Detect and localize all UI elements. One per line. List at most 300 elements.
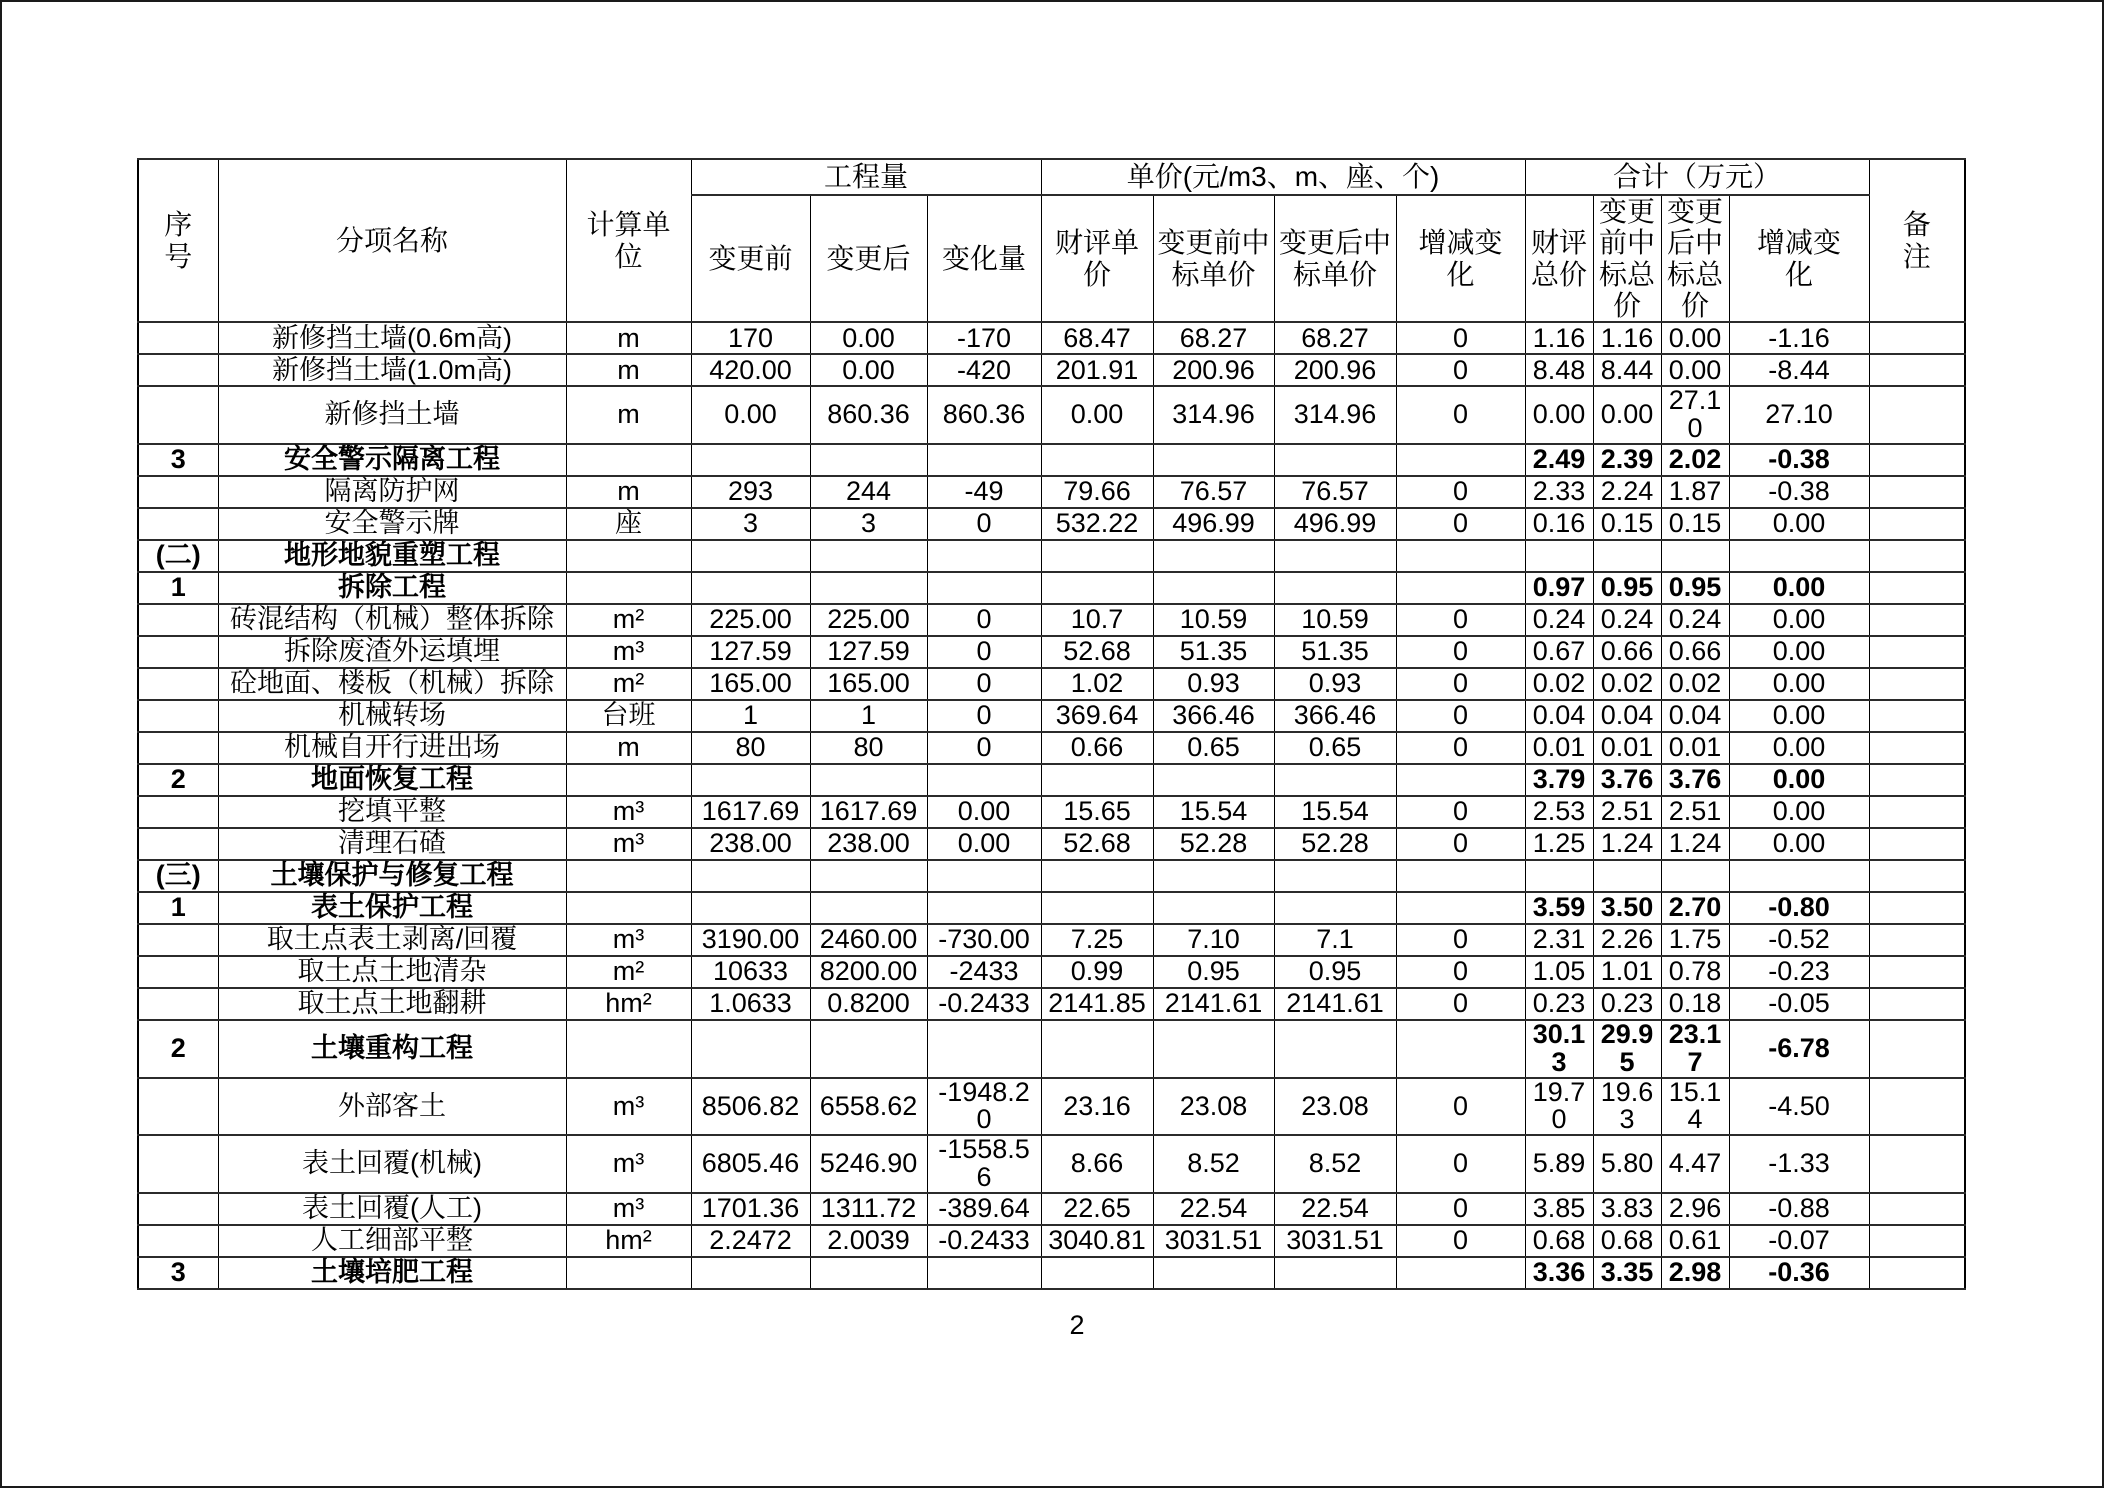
qty-change-cell: 0 [927, 732, 1041, 764]
qty-change-cell: 0 [927, 604, 1041, 636]
price-bid-before-cell: 200.96 [1153, 354, 1274, 386]
qty-before-cell [691, 540, 810, 572]
qty-before-cell: 225.00 [691, 604, 810, 636]
remark-cell [1869, 322, 1965, 354]
remark-cell [1869, 956, 1965, 988]
qty-before-cell [691, 572, 810, 604]
qty-change-cell: 0.00 [927, 828, 1041, 860]
price-change-cell [1396, 1257, 1525, 1289]
price-change-cell: 0 [1396, 1225, 1525, 1257]
unit-cell: m [566, 476, 691, 508]
table-row [138, 700, 1965, 732]
total-review-cell: 1.25 [1525, 828, 1593, 860]
serial-cell [138, 732, 218, 764]
price-bid-after-cell: 200.96 [1274, 354, 1396, 386]
serial-cell [138, 636, 218, 668]
item-name-cell: 表土回覆(人工) [218, 1193, 566, 1225]
total-bid-after-cell: 0.66 [1661, 636, 1729, 668]
qty-after-cell: 80 [810, 732, 927, 764]
qty-after-cell: 0.8200 [810, 988, 927, 1020]
price-bid-before-cell: 7.10 [1153, 924, 1274, 956]
serial-cell [138, 956, 218, 988]
qty-before-cell: 3 [691, 508, 810, 540]
total-bid-after-cell: 2.96 [1661, 1193, 1729, 1225]
item-name-cell: 外部客土 [218, 1078, 566, 1136]
item-name-cell: 新修挡土墙(0.6m高) [218, 322, 566, 354]
total-bid-after-cell: 2.51 [1661, 796, 1729, 828]
price-change-cell: 0 [1396, 988, 1525, 1020]
price-bid-after-cell: 366.46 [1274, 700, 1396, 732]
total-bid-before-cell: 0.04 [1593, 700, 1661, 732]
unit-cell [566, 764, 691, 796]
total-bid-before-cell: 0.24 [1593, 604, 1661, 636]
unit-cell: m³ [566, 636, 691, 668]
header-group-total: 合计（万元） [1525, 159, 1869, 195]
remark-cell [1869, 1020, 1965, 1078]
item-name-cell: 清理石碴 [218, 828, 566, 860]
price-review-cell [1041, 572, 1153, 604]
item-name-cell: 新修挡土墙(1.0m高) [218, 354, 566, 386]
total-bid-after-cell: 27.10 [1661, 386, 1729, 444]
total-bid-before-cell: 0.68 [1593, 1225, 1661, 1257]
qty-change-cell: -1558.56 [927, 1135, 1041, 1193]
price-review-cell: 2141.85 [1041, 988, 1153, 1020]
serial-cell [138, 988, 218, 1020]
table-row [138, 322, 1965, 354]
serial-cell: 1 [138, 572, 218, 604]
qty-after-cell: 8200.00 [810, 956, 927, 988]
total-change-cell: -1.33 [1729, 1135, 1869, 1193]
price-change-cell [1396, 444, 1525, 476]
remark-cell [1869, 604, 1965, 636]
table-row [138, 1257, 1965, 1289]
price-review-cell [1041, 1020, 1153, 1078]
price-bid-before-cell: 22.54 [1153, 1193, 1274, 1225]
table-row [138, 956, 1965, 988]
total-bid-before-cell: 0.95 [1593, 572, 1661, 604]
qty-change-cell: -389.64 [927, 1193, 1041, 1225]
total-bid-before-cell: 0.01 [1593, 732, 1661, 764]
total-bid-before-cell: 2.24 [1593, 476, 1661, 508]
price-bid-after-cell [1274, 860, 1396, 892]
qty-change-cell [927, 860, 1041, 892]
qty-before-cell [691, 1020, 810, 1078]
price-bid-after-cell [1274, 572, 1396, 604]
qty-change-cell: -2433 [927, 956, 1041, 988]
qty-before-cell: 165.00 [691, 668, 810, 700]
price-bid-before-cell [1153, 764, 1274, 796]
qty-change-cell: 0 [927, 636, 1041, 668]
price-bid-after-cell: 52.28 [1274, 828, 1396, 860]
table-row [138, 924, 1965, 956]
total-review-cell: 0.68 [1525, 1225, 1593, 1257]
price-bid-after-cell: 23.08 [1274, 1078, 1396, 1136]
qty-before-cell: 238.00 [691, 828, 810, 860]
item-name-cell: 机械自开行进出场 [218, 732, 566, 764]
item-name-cell: 表土回覆(机械) [218, 1135, 566, 1193]
qty-after-cell [810, 892, 927, 924]
qty-before-cell: 293 [691, 476, 810, 508]
total-bid-after-cell: 0.18 [1661, 988, 1729, 1020]
total-change-cell: -0.88 [1729, 1193, 1869, 1225]
price-change-cell [1396, 1020, 1525, 1078]
th-price-bid-after: 变更后中标单价 [1274, 195, 1396, 322]
total-bid-before-cell: 3.50 [1593, 892, 1661, 924]
total-review-cell: 0.02 [1525, 668, 1593, 700]
unit-cell [566, 572, 691, 604]
remark-cell [1869, 1225, 1965, 1257]
total-review-cell [1525, 540, 1593, 572]
serial-cell: (三) [138, 860, 218, 892]
price-change-cell: 0 [1396, 636, 1525, 668]
serial-cell [138, 1225, 218, 1257]
total-review-cell [1525, 860, 1593, 892]
qty-before-cell: 1701.36 [691, 1193, 810, 1225]
price-review-cell: 0.66 [1041, 732, 1153, 764]
remark-cell [1869, 476, 1965, 508]
total-change-cell [1729, 860, 1869, 892]
remark-cell [1869, 1078, 1965, 1136]
price-review-cell: 201.91 [1041, 354, 1153, 386]
qty-change-cell: -420 [927, 354, 1041, 386]
price-review-cell: 23.16 [1041, 1078, 1153, 1136]
item-name-cell: 取土点土地清杂 [218, 956, 566, 988]
unit-cell: m³ [566, 1193, 691, 1225]
header-group-quantity: 工程量 [691, 159, 1041, 195]
total-review-cell: 0.97 [1525, 572, 1593, 604]
price-review-cell [1041, 444, 1153, 476]
total-bid-after-cell: 1.87 [1661, 476, 1729, 508]
qty-after-cell: 5246.90 [810, 1135, 927, 1193]
price-review-cell [1041, 1257, 1153, 1289]
total-change-cell: -4.50 [1729, 1078, 1869, 1136]
price-bid-before-cell: 366.46 [1153, 700, 1274, 732]
table-row [138, 540, 1965, 572]
table-row [138, 476, 1965, 508]
total-bid-before-cell: 1.16 [1593, 322, 1661, 354]
price-bid-after-cell: 496.99 [1274, 508, 1396, 540]
price-bid-after-cell: 7.1 [1274, 924, 1396, 956]
total-review-cell: 2.31 [1525, 924, 1593, 956]
total-bid-before-cell [1593, 860, 1661, 892]
table-row [138, 444, 1965, 476]
price-review-cell: 532.22 [1041, 508, 1153, 540]
total-bid-after-cell: 0.95 [1661, 572, 1729, 604]
price-review-cell: 7.25 [1041, 924, 1153, 956]
table-row [138, 732, 1965, 764]
serial-cell [138, 668, 218, 700]
total-bid-after-cell: 0.61 [1661, 1225, 1729, 1257]
price-bid-before-cell: 496.99 [1153, 508, 1274, 540]
header-serial: 序号 [138, 159, 218, 322]
unit-cell: 座 [566, 508, 691, 540]
serial-cell: 2 [138, 1020, 218, 1078]
table-row [138, 892, 1965, 924]
qty-after-cell [810, 1257, 927, 1289]
price-review-cell [1041, 892, 1153, 924]
total-change-cell: 0.00 [1729, 572, 1869, 604]
item-name-cell: 取土点土地翻耕 [218, 988, 566, 1020]
total-review-cell: 0.16 [1525, 508, 1593, 540]
qty-change-cell [927, 572, 1041, 604]
total-bid-after-cell: 0.00 [1661, 354, 1729, 386]
qty-after-cell: 127.59 [810, 636, 927, 668]
total-change-cell: 0.00 [1729, 700, 1869, 732]
price-review-cell: 0.00 [1041, 386, 1153, 444]
qty-change-cell: 0 [927, 508, 1041, 540]
price-bid-after-cell: 0.95 [1274, 956, 1396, 988]
price-bid-before-cell [1153, 572, 1274, 604]
price-review-cell: 68.47 [1041, 322, 1153, 354]
price-bid-before-cell: 76.57 [1153, 476, 1274, 508]
price-bid-after-cell [1274, 1020, 1396, 1078]
total-bid-after-cell [1661, 540, 1729, 572]
qty-after-cell: 238.00 [810, 828, 927, 860]
qty-change-cell: -0.2433 [927, 1225, 1041, 1257]
total-bid-after-cell: 23.17 [1661, 1020, 1729, 1078]
header-group-price: 单价(元/m3、m、座、个) [1041, 159, 1525, 195]
th-price-bid-before: 变更前中标单价 [1153, 195, 1274, 322]
th-qty-after: 变更后 [810, 195, 927, 322]
qty-before-cell: 6805.46 [691, 1135, 810, 1193]
unit-cell: m³ [566, 924, 691, 956]
header-remark: 备注 [1869, 159, 1965, 322]
total-change-cell: 0.00 [1729, 508, 1869, 540]
unit-cell: m² [566, 956, 691, 988]
total-change-cell: -8.44 [1729, 354, 1869, 386]
price-review-cell [1041, 764, 1153, 796]
qty-change-cell [927, 540, 1041, 572]
total-bid-before-cell: 0.66 [1593, 636, 1661, 668]
table-row [138, 354, 1965, 386]
price-change-cell: 0 [1396, 956, 1525, 988]
price-bid-before-cell: 0.93 [1153, 668, 1274, 700]
price-change-cell [1396, 764, 1525, 796]
price-bid-before-cell: 3031.51 [1153, 1225, 1274, 1257]
item-name-cell: 土壤培肥工程 [218, 1257, 566, 1289]
qty-before-cell: 3190.00 [691, 924, 810, 956]
unit-cell: m² [566, 668, 691, 700]
total-review-cell: 2.49 [1525, 444, 1593, 476]
table-row [138, 1020, 1965, 1078]
qty-after-cell: 3 [810, 508, 927, 540]
table-row [138, 572, 1965, 604]
qty-change-cell [927, 1257, 1041, 1289]
price-bid-before-cell: 68.27 [1153, 322, 1274, 354]
table-row [138, 386, 1965, 444]
serial-cell [138, 476, 218, 508]
total-review-cell: 0.04 [1525, 700, 1593, 732]
total-change-cell: -0.23 [1729, 956, 1869, 988]
remark-cell [1869, 1193, 1965, 1225]
total-change-cell [1729, 540, 1869, 572]
total-review-cell: 0.23 [1525, 988, 1593, 1020]
price-bid-after-cell: 10.59 [1274, 604, 1396, 636]
unit-cell: m³ [566, 1078, 691, 1136]
price-review-cell: 52.68 [1041, 828, 1153, 860]
total-bid-before-cell: 5.80 [1593, 1135, 1661, 1193]
price-change-cell: 0 [1396, 732, 1525, 764]
total-bid-before-cell: 0.00 [1593, 386, 1661, 444]
total-review-cell: 3.85 [1525, 1193, 1593, 1225]
qty-before-cell: 1 [691, 700, 810, 732]
price-change-cell: 0 [1396, 1193, 1525, 1225]
qty-before-cell: 127.59 [691, 636, 810, 668]
price-bid-after-cell: 0.65 [1274, 732, 1396, 764]
qty-change-cell: 0 [927, 700, 1041, 732]
price-bid-before-cell: 314.96 [1153, 386, 1274, 444]
item-name-cell: 土壤重构工程 [218, 1020, 566, 1078]
total-bid-before-cell: 1.01 [1593, 956, 1661, 988]
item-name-cell: 砼地面、楼板（机械）拆除 [218, 668, 566, 700]
price-review-cell: 369.64 [1041, 700, 1153, 732]
total-bid-before-cell: 1.24 [1593, 828, 1661, 860]
price-review-cell: 22.65 [1041, 1193, 1153, 1225]
unit-cell: m³ [566, 796, 691, 828]
item-name-cell: 新修挡土墙 [218, 386, 566, 444]
total-review-cell: 3.59 [1525, 892, 1593, 924]
qty-after-cell [810, 572, 927, 604]
total-bid-after-cell: 4.47 [1661, 1135, 1729, 1193]
remark-cell [1869, 636, 1965, 668]
total-review-cell: 3.79 [1525, 764, 1593, 796]
item-name-cell: 表土保护工程 [218, 892, 566, 924]
price-bid-after-cell [1274, 764, 1396, 796]
total-review-cell: 2.33 [1525, 476, 1593, 508]
qty-change-cell: 0.00 [927, 796, 1041, 828]
page-number: 2 [1069, 1310, 1085, 1340]
unit-cell [566, 892, 691, 924]
total-change-cell: -0.05 [1729, 988, 1869, 1020]
qty-after-cell [810, 540, 927, 572]
th-total-review: 财评总价 [1525, 195, 1593, 322]
qty-change-cell [927, 1020, 1041, 1078]
qty-after-cell: 0.00 [810, 322, 927, 354]
header-item-name: 分项名称 [218, 159, 566, 322]
serial-cell [138, 1078, 218, 1136]
total-bid-before-cell: 19.63 [1593, 1078, 1661, 1136]
price-bid-before-cell [1153, 1020, 1274, 1078]
serial-cell: 1 [138, 892, 218, 924]
total-change-cell: -0.80 [1729, 892, 1869, 924]
header-group-row [138, 159, 1965, 195]
unit-cell: m² [566, 604, 691, 636]
unit-cell: m [566, 732, 691, 764]
price-change-cell: 0 [1396, 700, 1525, 732]
price-bid-before-cell: 0.65 [1153, 732, 1274, 764]
remark-cell [1869, 572, 1965, 604]
qty-after-cell [810, 860, 927, 892]
qty-before-cell [691, 444, 810, 476]
total-bid-before-cell: 3.83 [1593, 1193, 1661, 1225]
qty-before-cell: 420.00 [691, 354, 810, 386]
table-row [138, 860, 1965, 892]
remark-cell [1869, 1135, 1965, 1193]
total-bid-before-cell: 29.95 [1593, 1020, 1661, 1078]
serial-cell [138, 354, 218, 386]
total-bid-after-cell: 1.24 [1661, 828, 1729, 860]
total-change-cell: 0.00 [1729, 764, 1869, 796]
table-row [138, 636, 1965, 668]
qty-after-cell [810, 1020, 927, 1078]
price-change-cell: 0 [1396, 796, 1525, 828]
total-bid-before-cell: 3.76 [1593, 764, 1661, 796]
serial-cell [138, 828, 218, 860]
qty-before-cell: 80 [691, 732, 810, 764]
total-change-cell: 0.00 [1729, 796, 1869, 828]
total-review-cell: 0.00 [1525, 386, 1593, 444]
unit-cell: m [566, 354, 691, 386]
price-review-cell: 10.7 [1041, 604, 1153, 636]
table-row [138, 604, 1965, 636]
unit-cell [566, 1020, 691, 1078]
total-review-cell: 0.67 [1525, 636, 1593, 668]
qty-change-cell: 0 [927, 668, 1041, 700]
price-change-cell: 0 [1396, 386, 1525, 444]
serial-cell: 2 [138, 764, 218, 796]
total-bid-before-cell: 2.51 [1593, 796, 1661, 828]
remark-cell [1869, 892, 1965, 924]
qty-after-cell: 244 [810, 476, 927, 508]
price-bid-before-cell: 15.54 [1153, 796, 1274, 828]
price-bid-after-cell: 2141.61 [1274, 988, 1396, 1020]
unit-cell: m [566, 322, 691, 354]
price-bid-after-cell [1274, 444, 1396, 476]
total-review-cell: 3.36 [1525, 1257, 1593, 1289]
total-bid-before-cell: 2.39 [1593, 444, 1661, 476]
item-name-cell: 砖混结构（机械）整体拆除 [218, 604, 566, 636]
th-price-change: 增减变化 [1396, 195, 1525, 322]
qty-after-cell: 2460.00 [810, 924, 927, 956]
item-name-cell: 地面恢复工程 [218, 764, 566, 796]
price-bid-before-cell [1153, 892, 1274, 924]
serial-cell [138, 700, 218, 732]
cost-change-table [137, 158, 1966, 1290]
total-change-cell: -0.36 [1729, 1257, 1869, 1289]
total-review-cell: 30.13 [1525, 1020, 1593, 1078]
remark-cell [1869, 700, 1965, 732]
remark-cell [1869, 1257, 1965, 1289]
item-name-cell: 取土点表土剥离/回覆 [218, 924, 566, 956]
th-total-bid-before: 变更前中标总价 [1593, 195, 1661, 322]
price-bid-after-cell: 76.57 [1274, 476, 1396, 508]
unit-cell: m³ [566, 828, 691, 860]
total-bid-after-cell: 0.04 [1661, 700, 1729, 732]
total-bid-before-cell [1593, 540, 1661, 572]
table-body [138, 322, 1965, 1288]
item-name-cell: 拆除废渣外运填埋 [218, 636, 566, 668]
price-review-cell [1041, 540, 1153, 572]
total-bid-after-cell: 3.76 [1661, 764, 1729, 796]
remark-cell [1869, 860, 1965, 892]
price-bid-before-cell: 52.28 [1153, 828, 1274, 860]
price-bid-before-cell: 2141.61 [1153, 988, 1274, 1020]
total-bid-before-cell: 2.26 [1593, 924, 1661, 956]
price-bid-before-cell: 10.59 [1153, 604, 1274, 636]
total-review-cell: 2.53 [1525, 796, 1593, 828]
price-review-cell: 79.66 [1041, 476, 1153, 508]
total-change-cell: -0.07 [1729, 1225, 1869, 1257]
total-review-cell: 1.16 [1525, 322, 1593, 354]
price-review-cell: 8.66 [1041, 1135, 1153, 1193]
qty-after-cell: 6558.62 [810, 1078, 927, 1136]
qty-change-cell: 860.36 [927, 386, 1041, 444]
total-change-cell: 0.00 [1729, 668, 1869, 700]
total-bid-before-cell: 3.35 [1593, 1257, 1661, 1289]
price-change-cell: 0 [1396, 604, 1525, 636]
price-bid-after-cell: 22.54 [1274, 1193, 1396, 1225]
item-name-cell: 机械转场 [218, 700, 566, 732]
